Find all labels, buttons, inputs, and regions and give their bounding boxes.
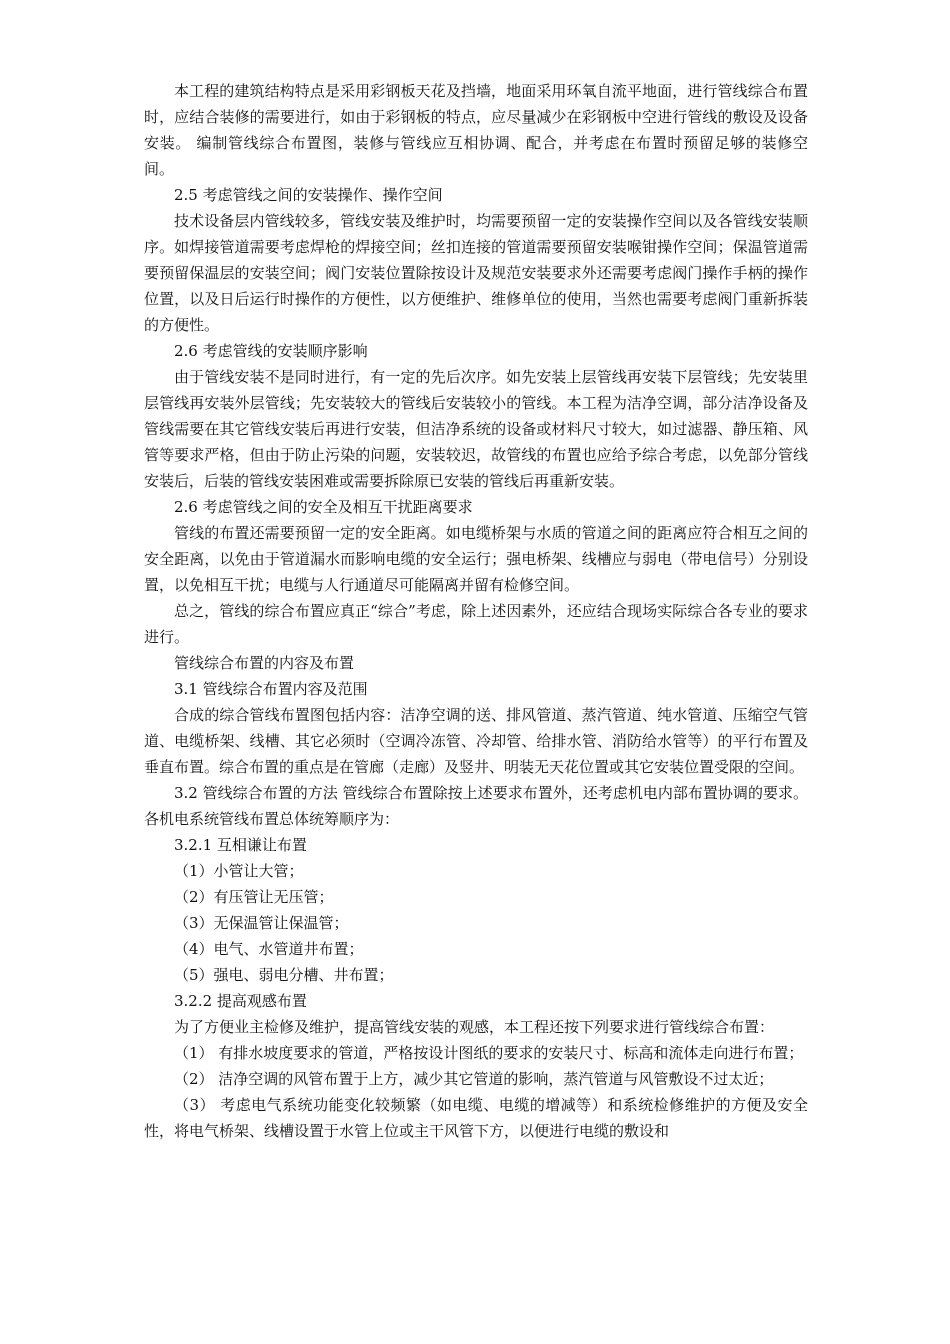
list-item: （2）有压管让无压管； bbox=[174, 888, 334, 906]
numbered-item: （1） 有排水坡度要求的管道，严格按设计图纸的要求的安装尺寸、标高和流体走向进行布置； bbox=[174, 1044, 804, 1062]
heading-2-6-order: 2.6 考虑管线的安装顺序影响 bbox=[174, 342, 368, 360]
paragraph-intro: 本工程的建筑结构特点是采用彩钢板天花及挡墙，地面采用环氧自流平地面，进行管线综合布置时，应结合装修的需要进行，如由于彩钢板的特点，应尽量减少在彩钢板中空进行管线的敷设及设备安装。 编制管线综合布置图，装修与管线应互相协调、配合，并考虑在布置时预留足够的装修空间。 bbox=[144, 82, 808, 178]
numbered-item: （3） 考虑电气系统功能变化较频繁（如电缆、电缆的增减等）和系统检修维护的方便及安全性，将电气桥架、线槽设置于水管上位或主干风管下方，以便进行电缆的敷设和 bbox=[144, 1096, 808, 1140]
document-page bbox=[144, 78, 808, 1144]
heading-3-1: 3.1 管线综合布置内容及范围 bbox=[174, 680, 368, 698]
paragraph-2-5: 技术设备层内管线较多，管线安装及维护时，均需要预留一定的安装操作空间以及各管线安装顺序。如焊接管道需要考虑焊枪的焊接空间；丝扣连接的管道需要预留安装喉钳操作空间；保温管道需要预留保温层的安装空间；阀门安装位置除按设计及规范安装要求外还需要考虑阀门操作手柄的操作位置，以及日后运行时操作的方便性，以方便维护、维修单位的使用，当然也需要考虑阀门重新拆装的方便性。 bbox=[144, 212, 808, 334]
numbered-item: （2） 洁净空调的风管布置于上方，减少其它管道的影响，蒸汽管道与风管敷设不过太近； bbox=[174, 1070, 774, 1088]
list-item: （5）强电、弱电分槽、井布置； bbox=[174, 966, 394, 984]
paragraph-summary: 总之，管线的综合布置应真正“综合”考虑，除上述因素外，还应结合现场实际综合各专业的要求进行。 bbox=[144, 602, 808, 646]
paragraph-2-6-safety: 管线的布置还需要预留一定的安全距离。如电缆桥架与水质的管道之间的距离应符合相互之间的安全距离，以免由于管道漏水而影响电缆的安全运行；强电桥架、线槽应与弱电（带电信号）分别设置，以免相互干扰；电缆与人行通道尽可能隔离并留有检修空间。 bbox=[144, 524, 808, 594]
paragraph-3-2: 3.2 管线综合布置的方法 管线综合布置除按上述要求布置外，还考虑机电内部布置协调的要求。 各机电系统管线布置总体统筹顺序为： bbox=[144, 784, 808, 828]
list-item: （4）电气、水管道井布置； bbox=[174, 940, 364, 958]
heading-3-2-2: 3.2.2 提高观感布置 bbox=[174, 992, 307, 1010]
heading-3: 管线综合布置的内容及布置 bbox=[174, 654, 355, 672]
list-item: （1）小管让大管； bbox=[174, 862, 304, 880]
heading-2-6-safety: 2.6 考虑管线之间的安全及相互干扰距离要求 bbox=[174, 498, 473, 516]
heading-2-5: 2.5 考虑管线之间的安装操作、操作空间 bbox=[174, 186, 443, 204]
list-item: （3）无保温管让保温管； bbox=[174, 914, 349, 932]
heading-3-2-1: 3.2.1 互相谦让布置 bbox=[174, 836, 307, 854]
paragraph-3-2-2: 为了方便业主检修及维护，提高管线安装的观感，本工程还按下列要求进行管线综合布置： bbox=[174, 1018, 775, 1036]
paragraph-3-1: 合成的综合管线布置图包括内容：洁净空调的送、排风管道、蒸汽管道、纯水管道、压缩空气管道、电缆桥架、线槽、其它必须时（空调冷冻管、冷却管、给排水管、消防给水管等）的平行布置及垂直布置。综合布置的重点是在管廊（走廊）及竖井、明装无天花位置或其它安装位置受限的空间。 bbox=[144, 706, 808, 776]
paragraph-2-6-order: 由于管线安装不是同时进行，有一定的先后次序。如先安装上层管线再安装下层管线；先安装里层管线再安装外层管线；先安装较大的管线后安装较小的管线。本工程为洁净空调，部分洁净设备及管线需要在其它管线安装后再进行安装，但洁净系统的设备或材料尺寸较大，如过滤器、静压箱、风管等要求严格，但由于防止污染的问题，安装较迟，故管线的布置也应给予综合考虑，以免部分管线安装后，后装的管线安装困难或需要拆除原已安装的管线后再重新安装。 bbox=[144, 368, 808, 490]
